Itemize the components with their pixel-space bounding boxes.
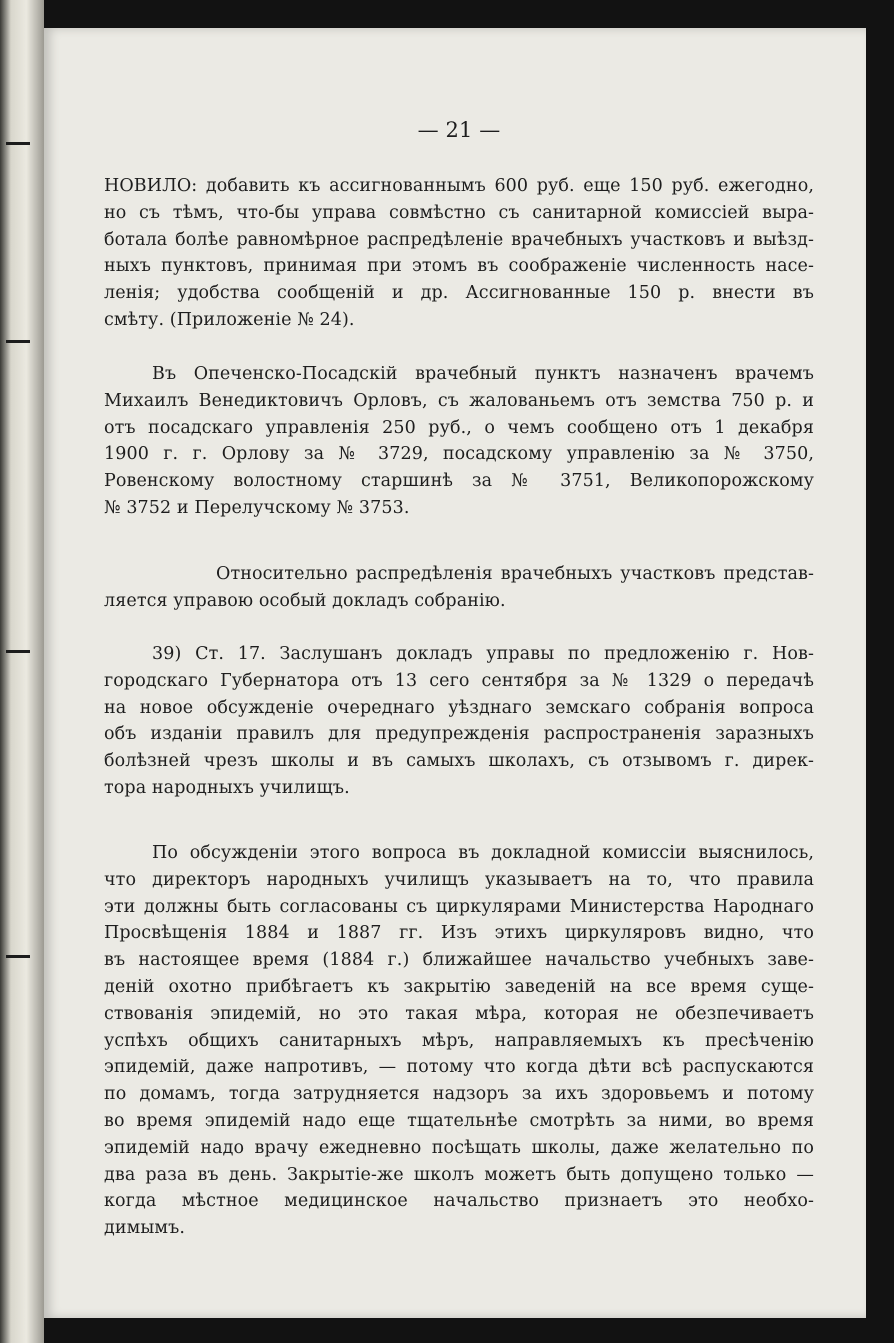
text-line: Михаилъ Венедиктовичъ Орловъ, съ жалованьемъ отъ земства 750 р. и — [104, 390, 814, 411]
paragraph-doctor-appointment — [104, 361, 814, 522]
text-line: По обсужденiи этого вопроса въ докладной комиссiи выяснилось, — [152, 843, 814, 863]
text-line: когда мѣстное медицинское начальство признаетъ это необхо- — [104, 1191, 814, 1212]
text-line: эпидемiй, даже напротивъ, — потому что когда дѣти всѣ распускаются — [104, 1057, 814, 1078]
text-line: по домамъ, тогда затрудняется надзоръ за ихъ здоровьемъ и потому — [104, 1084, 814, 1105]
text-line: ботала болѣе равномѣрное распредѣленiе врачебныхъ участковъ и выѣзд- — [104, 229, 814, 250]
text-line: тора народныхъ училищъ. — [104, 777, 350, 798]
text-line: объ изданiи правилъ для предупрежденiя распространенiя заразныхъ — [104, 724, 814, 745]
text-line: два раза въ день. Закрытiе-же школъ можетъ быть допущено только — — [104, 1164, 814, 1185]
text-line: но съ тѣмъ, что-бы управа совмѣстно съ санитарной комиссiей выра- — [104, 202, 814, 223]
text-line: отъ посадскаго управленiя 250 руб., о чемъ сообщено отъ 1 декабря — [104, 417, 814, 438]
text-line: ляется управою особый докладъ собранiю. — [104, 590, 506, 611]
text-line: что директоръ народныхъ училищъ указываетъ на то, что правила — [104, 869, 814, 890]
book-spine — [0, 0, 44, 1343]
text-line: № 3752 и Перелучскому № 3753. — [104, 497, 410, 518]
text-line: успѣхъ общихъ санитарныхъ мѣръ, направляемыхъ къ пресѣченiю — [104, 1030, 814, 1051]
text-line: 1900 г. г. Орлову за № 3729, посадскому управленiю за № 3750, — [104, 444, 814, 465]
spine-mark — [6, 142, 30, 145]
text-line: эпидемiй надо врачу ежедневно посѣщать школы, даже желательно по — [104, 1137, 814, 1158]
page-number: — 21 — — [417, 118, 501, 142]
text-line: 39) Ст. 17. Заслушанъ докладъ управы по предложенiю г. Нов- — [152, 644, 814, 664]
spine-mark — [6, 955, 30, 958]
text-line: городскаго Губернатора отъ 13 сего сентября за № 1329 о передачѣ — [104, 670, 814, 691]
book-page — [44, 28, 866, 1318]
paragraph-resolution — [104, 173, 814, 334]
paragraph-district-distribution — [104, 561, 814, 615]
text-line: ныхъ пунктовъ, принимая при этомъ въ соображенiе численность насе- — [104, 256, 814, 277]
text-line: на новое обсужденiе очереднаго уѣзднаго земскаго собранiя вопроса — [104, 697, 814, 718]
spine-mark — [6, 650, 30, 653]
text-line: въ настоящее время (1884 г.) ближайшее начальство учебныхъ заве- — [104, 950, 814, 971]
text-line: Ровенскому волостному старшинѣ за № 3751, Великопорожскому — [104, 471, 814, 492]
text-line: эти должны быть согласованы съ циркулярами Министерства Народнаго — [104, 896, 814, 917]
text-line: ленiя; удобства сообщенiй и др. Ассигнованные 150 р. внести въ — [104, 283, 814, 304]
text-line: димымъ. — [104, 1218, 185, 1239]
text-line: болѣзней чрезъ школы и въ самыхъ школахъ, съ отзывомъ г. дирек- — [104, 751, 814, 772]
text-line: во время эпидемiй надо еще тщательнѣе смотрѣть за ними, во время — [104, 1110, 814, 1131]
spine-mark — [6, 340, 30, 343]
paragraph-item-39 — [104, 641, 814, 802]
text-line: Просвѣщенiя 1884 и 1887 гг. Изъ этихъ циркуляровъ видно, что — [104, 923, 814, 944]
text-line: Относительно распредѣленiя врачебныхъ участковъ представ- — [216, 564, 814, 584]
text-line: Въ Опеченско-Посадскiй врачебный пунктъ назначенъ врачемъ — [152, 364, 814, 384]
text-line: ствованiя эпидемiй, но это такая мѣра, которая не обезпечиваетъ — [104, 1003, 814, 1024]
text-line: денiй охотно прибѣгаетъ къ закрытiю заведенiй на все время суще- — [104, 976, 814, 997]
text-line: смѣту. (Приложенiе № 24). — [104, 309, 355, 330]
paragraph-discussion — [104, 840, 814, 1242]
text-line: НОВИЛО: добавить къ ассигнованнымъ 600 руб. еще 150 руб. ежегодно, — [104, 176, 814, 196]
